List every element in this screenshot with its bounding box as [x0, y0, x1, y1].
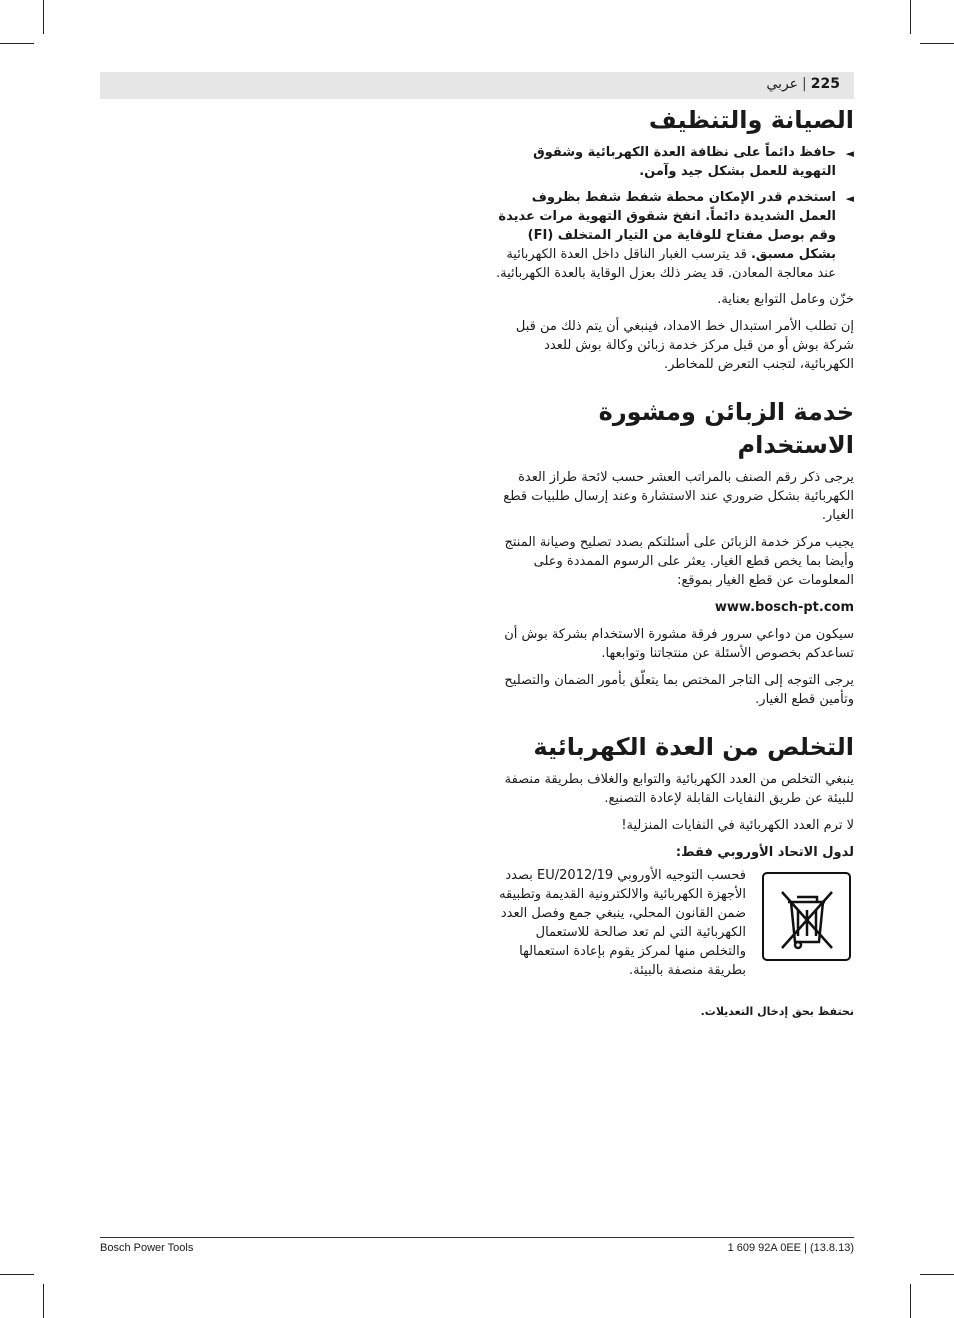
main-column [492, 104, 854, 1029]
service-para: سيكون من دواعي سرور فرقة مشورة الاستخدام بشركة بوش أن تساعدكم بخصوص الأسئلة عن منتجاتنا وتوابعها. [504, 627, 854, 661]
eu-heading: لدول الاتحاد الأوروبي فقط: [675, 845, 854, 860]
bullet-normal-text: قد يترسب الغبار الناقل داخل العدة الكهربائية عند معالجة المعادن. قد يضر ذلك بعزل الوقاية بالعدة الكهربائية. [496, 247, 836, 281]
wheelie-bin-svg [764, 874, 849, 959]
disposal-title: التخلص من العدة الكهربائية [533, 733, 854, 761]
service-title-line: خدمة الزبائن ومشورة [598, 398, 854, 426]
service-para: يرجى التوجه إلى التاجر المختص بما يتعلّق بأمور الضمان والتصليح وتأمين قطع الغيار. [504, 673, 854, 707]
crop-mark [43, 0, 44, 34]
amendments-note: نحتفظ بحق إدخال التعديلات. [700, 1005, 854, 1018]
triangle-bullet-icon: ◄ [845, 192, 854, 205]
maintenance-title: الصيانة والتنظيف [648, 106, 854, 134]
bullet-bold-text: حافظ دائماً على نظافة العدة الكهربائية وشقوق التهوية للعمل بشكل جيد وآمن. [533, 145, 836, 179]
crop-mark [920, 1274, 954, 1275]
page-number: 225 [810, 76, 840, 92]
header-language: عربي [766, 76, 799, 92]
triangle-bullet-icon: ◄ [845, 147, 854, 160]
bullet-bold-text: استخدم قدر الإمكان محطة شفط شفط بظروف العمل الشديدة دائماً. انفخ شقوق التهوية مرات عديدة وقم بوصل مفتاح للوقاية من التيار المتخلف (FI) بشكل مسبق. [498, 190, 836, 262]
crossed-out-wheelie-bin-icon [762, 872, 851, 961]
weee-block [492, 866, 854, 996]
service-para: يرجى ذكر رقم الصنف بالمراتب العشر حسب لائحة طراز العدة الكهربائية بشكل ضروري عند الاستشارة وعند إرسال طلبيات قطع الغيار. [503, 470, 854, 523]
crop-mark [0, 1274, 34, 1275]
disposal-para: ينبغي التخلص من العدد الكهربائية والتوابع والغلاف بطريقة منصفة للبيئة عن طريق النفايات القابلة لإعادة التصنيع. [504, 772, 854, 806]
page-header [100, 72, 854, 99]
crop-mark [910, 0, 911, 34]
eu-directive-text: فحسب التوجيه الأوروبي 2012/19/EU بصدد الأجهزة الكهربائية والالكترونية القديمة وتطبيقه ضمن القانون المحلي، ينبغي جمع وفصل العدد الكهربائية التي لم تعد صالحة للاستعمال والتخلص منها لمركز يقوم بإعادة استعمالها بطريقة منصفة بالبيئة. [499, 868, 746, 978]
crop-mark [43, 1284, 44, 1318]
maintenance-para: إن تطلب الأمر استبدال خط الامداد، فينبغي أن يتم ذلك من قبل شركة بوش أو من قبل مركز خدمة زبائن وكالة بوش للعدد الكهربائية، لتجنب التعرض للمخاطر. [515, 319, 854, 372]
crop-mark [910, 1284, 911, 1318]
header-text [766, 76, 840, 92]
service-para: يجيب مركز خدمة الزبائن على أسئلتكم بصدد تصليح وصيانة المنتج وأيضا بما يخص قطع الغيار. يعثر على الرسوم الممددة وعلى المعلومات عن قطع الغيار بموقع: [504, 535, 854, 588]
bullet-item [492, 143, 854, 181]
footer-brand: Bosch Power Tools [100, 1242, 194, 1254]
footer-rule [100, 1237, 854, 1238]
service-title-line: الاستخدام [737, 431, 854, 459]
crop-mark [0, 43, 34, 44]
bosch-website-link[interactable]: www.bosch-pt.com [714, 600, 854, 615]
disposal-para: لا ترم العدد الكهربائية في النفايات المنزلية! [621, 818, 854, 833]
crop-mark [920, 43, 954, 44]
footer-docnumber: 1 609 92A 0EE | (13.8.13) [727, 1242, 854, 1254]
header-separator: | [802, 76, 807, 92]
service-title [492, 396, 854, 462]
maintenance-para: خزّن وعامل التوابع بعناية. [717, 292, 854, 307]
bullet-item [492, 188, 854, 283]
